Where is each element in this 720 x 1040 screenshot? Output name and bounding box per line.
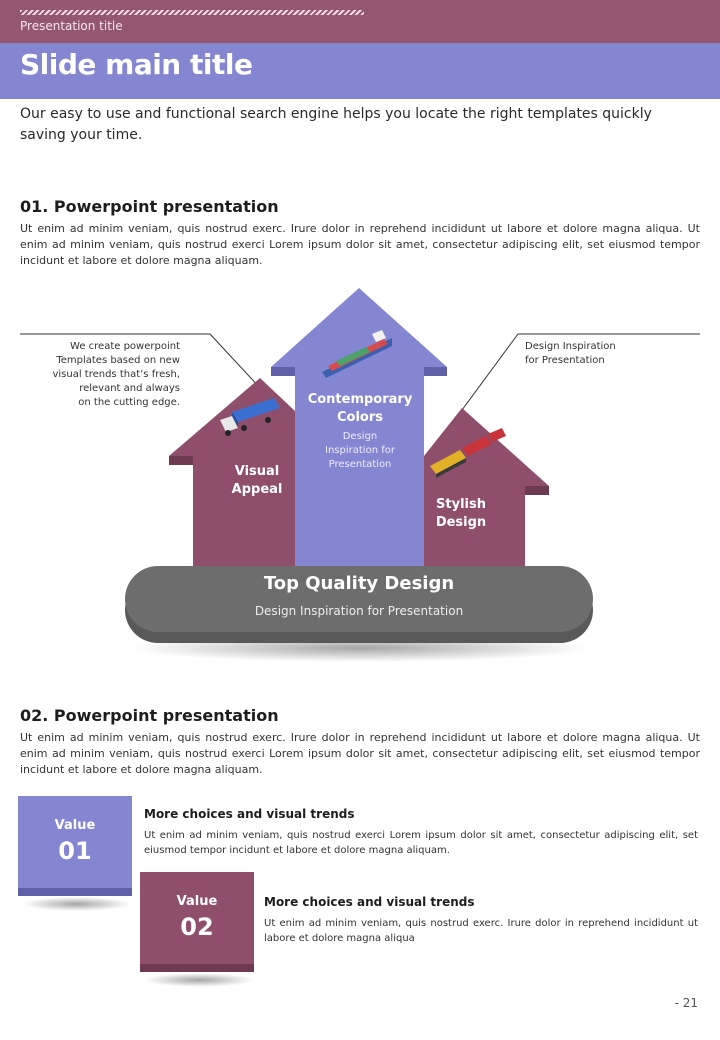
left-arrow-label-line: Visual: [234, 464, 280, 479]
right-arrow-label-line: Design: [435, 515, 487, 530]
right-arrow-label: [415, 496, 507, 532]
value-01-body: Ut enim ad minim veniam, quis nostrud exerci Lorem ipsum dolor sit amet, consectetur adipiscing elit, set eiusmod tempor incidunt et labore et dolore magna aliquam.: [144, 830, 698, 856]
value-02-number: 02: [180, 913, 214, 941]
center-arrow-label-line: Contemporary: [307, 392, 413, 407]
right-arrow: [424, 408, 549, 575]
section1-body: Ut enim ad minim veniam, quis nostrud exerc. Irure dolor in reprehend incididunt ut labore et dolore magna aliqua. Ut enim ad minim veniam, quis nostrud exerci Lorem ipsum dolor sit amet, consectetur adipiscing elit, set eiusmod tempor incidunt et labore et dolore magna aliquam.: [20, 222, 700, 267]
callout-left-line: relevant and always: [79, 383, 180, 394]
callout-right-line: Design Inspiration: [525, 341, 616, 352]
presentation-title: Presentation title: [20, 19, 123, 33]
center-arrow-sub: Design: [342, 431, 378, 442]
value-01-shadow: [22, 897, 132, 911]
base-subtitle: Design Inspiration for Presentation: [254, 604, 464, 618]
left-arrow-label: [207, 463, 307, 499]
value-01-title: More choices and visual trends: [144, 807, 355, 821]
value-02-body: Ut enim ad minim veniam, quis nostrud exerc. Irure dolor in reprehend incididunt ut labore et dolore magna aliqua: [264, 918, 698, 944]
base-title: Top Quality Design: [263, 573, 455, 594]
callout-left-line: We create powerpoint: [70, 341, 180, 352]
center-arrow-label-line: Colors: [336, 410, 383, 425]
center-arrow-label: [300, 391, 420, 472]
section2-heading: 02. Powerpoint presentation: [20, 706, 279, 725]
section2-body: Ut enim ad minim veniam, quis nostrud exerc. Irure dolor in reprehend incididunt ut labore et dolore magna aliqua. Ut enim ad minim veniam, quis nostrud exerci Lorem ipsum dolor sit amet, consectetur adipiscing elit, set eiusmod tempor incidunt et labore et dolore magna aliquam.: [20, 731, 700, 776]
value-01-box: [18, 796, 132, 896]
value-02-title: More choices and visual trends: [264, 895, 475, 909]
intro-text: Our easy to use and functional search engine helps you locate the right templates quickly saving your time.: [20, 106, 652, 143]
callout-left-line: on the cutting edge.: [78, 397, 180, 408]
value-02-label: Value: [176, 894, 218, 909]
header-hatch-decoration: [20, 10, 364, 15]
arrows-diagram: [0, 280, 720, 680]
callout-right: [525, 340, 695, 368]
left-arrow-label-line: Appeal: [231, 482, 283, 497]
value-01-bar: [18, 888, 132, 896]
center-arrow-sub: Presentation: [328, 459, 392, 470]
value-01-label: Value: [54, 818, 96, 833]
value-01-number: 01: [58, 837, 92, 865]
center-arrow-sub: Inspiration for: [325, 445, 395, 456]
value-02-shadow: [144, 973, 254, 987]
callout-right-line: for Presentation: [525, 355, 605, 366]
section1-heading: 01. Powerpoint presentation: [20, 197, 279, 216]
value-02-bar: [140, 964, 254, 972]
right-arrow-label-line: Stylish: [436, 497, 486, 512]
callout-left: [20, 340, 180, 410]
page-number: - 21: [674, 996, 698, 1010]
callout-left-line: Templates based on new: [56, 355, 180, 366]
slide-title: Slide main title: [20, 48, 253, 81]
callout-left-line: visual trends that’s fresh,: [52, 369, 180, 380]
value-02-box: [140, 872, 254, 972]
